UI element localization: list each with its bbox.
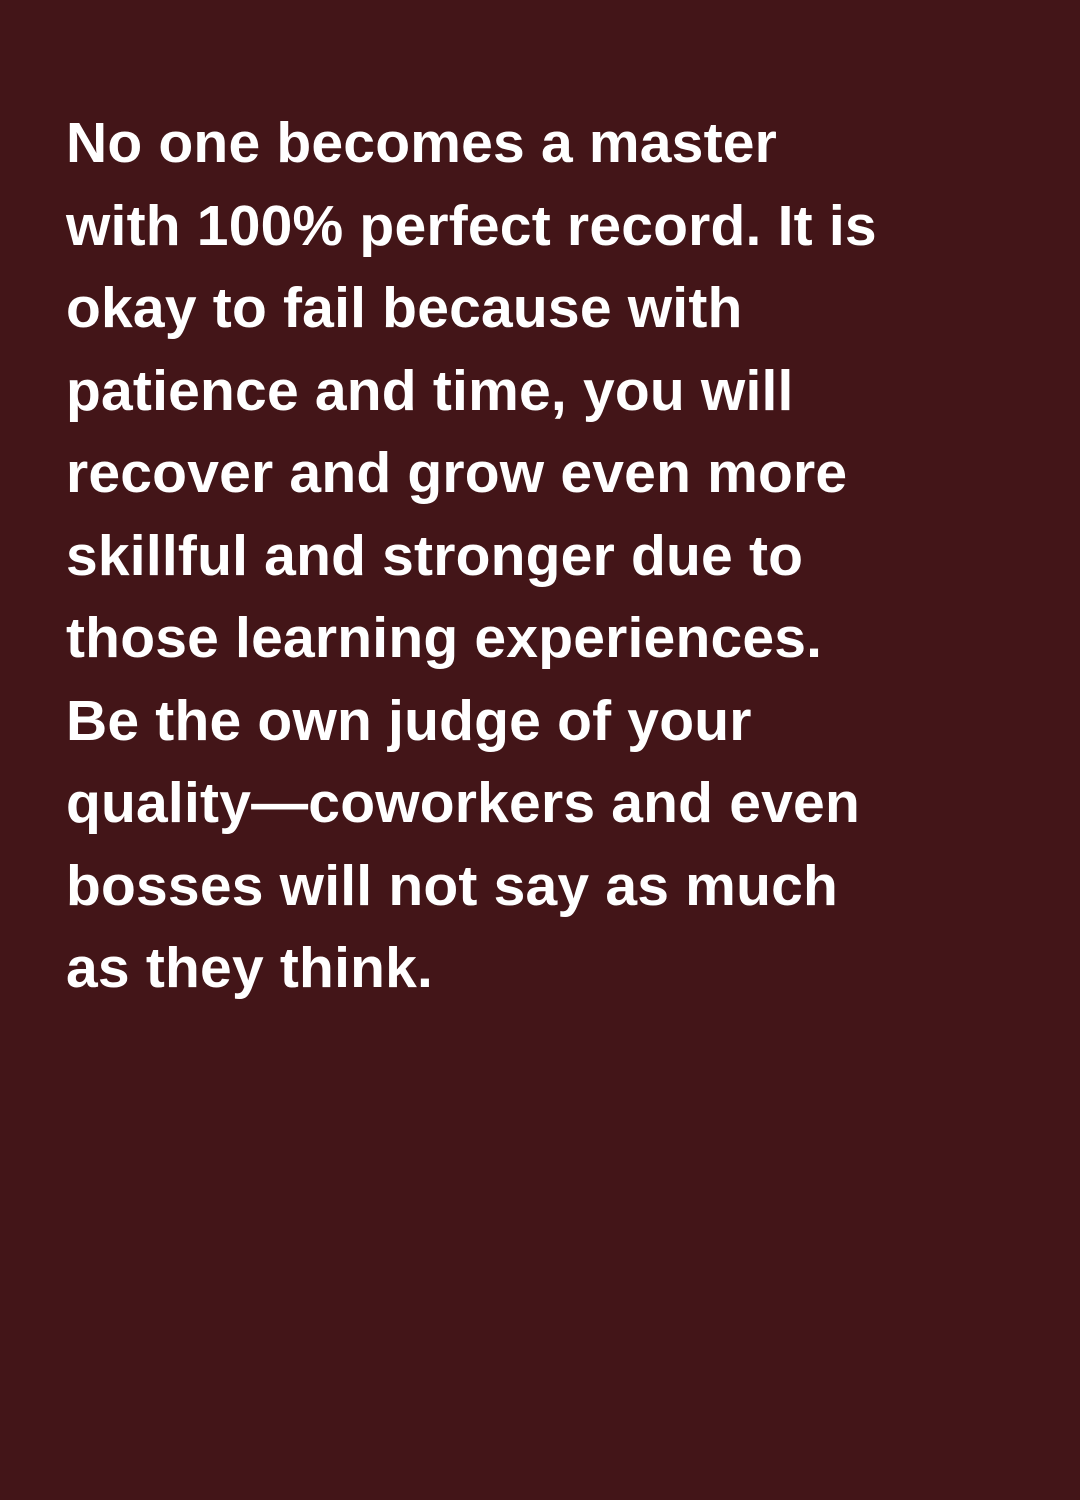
quote-line-1: No one becomes a master [66, 111, 778, 175]
quote-line-3: okay to fail because with [66, 276, 743, 340]
quote-line-2: with 100% perfect record. It is [66, 193, 877, 258]
quote-line-4: patience and time, you will [66, 358, 794, 423]
quote-line-5: recover and grow even more [66, 441, 848, 505]
quote-line-9: quality—coworkers and even [66, 771, 860, 835]
quote-text [66, 102, 1026, 1010]
quote-line-10: bosses will not say as much [66, 853, 839, 918]
quote-line-11: as they think. [66, 936, 434, 1000]
quote-line-7: those learning experiences. [66, 606, 823, 670]
quote-line-6: skillful and stronger due to [66, 523, 804, 588]
quote-line-8: Be the own judge of your [66, 688, 752, 753]
